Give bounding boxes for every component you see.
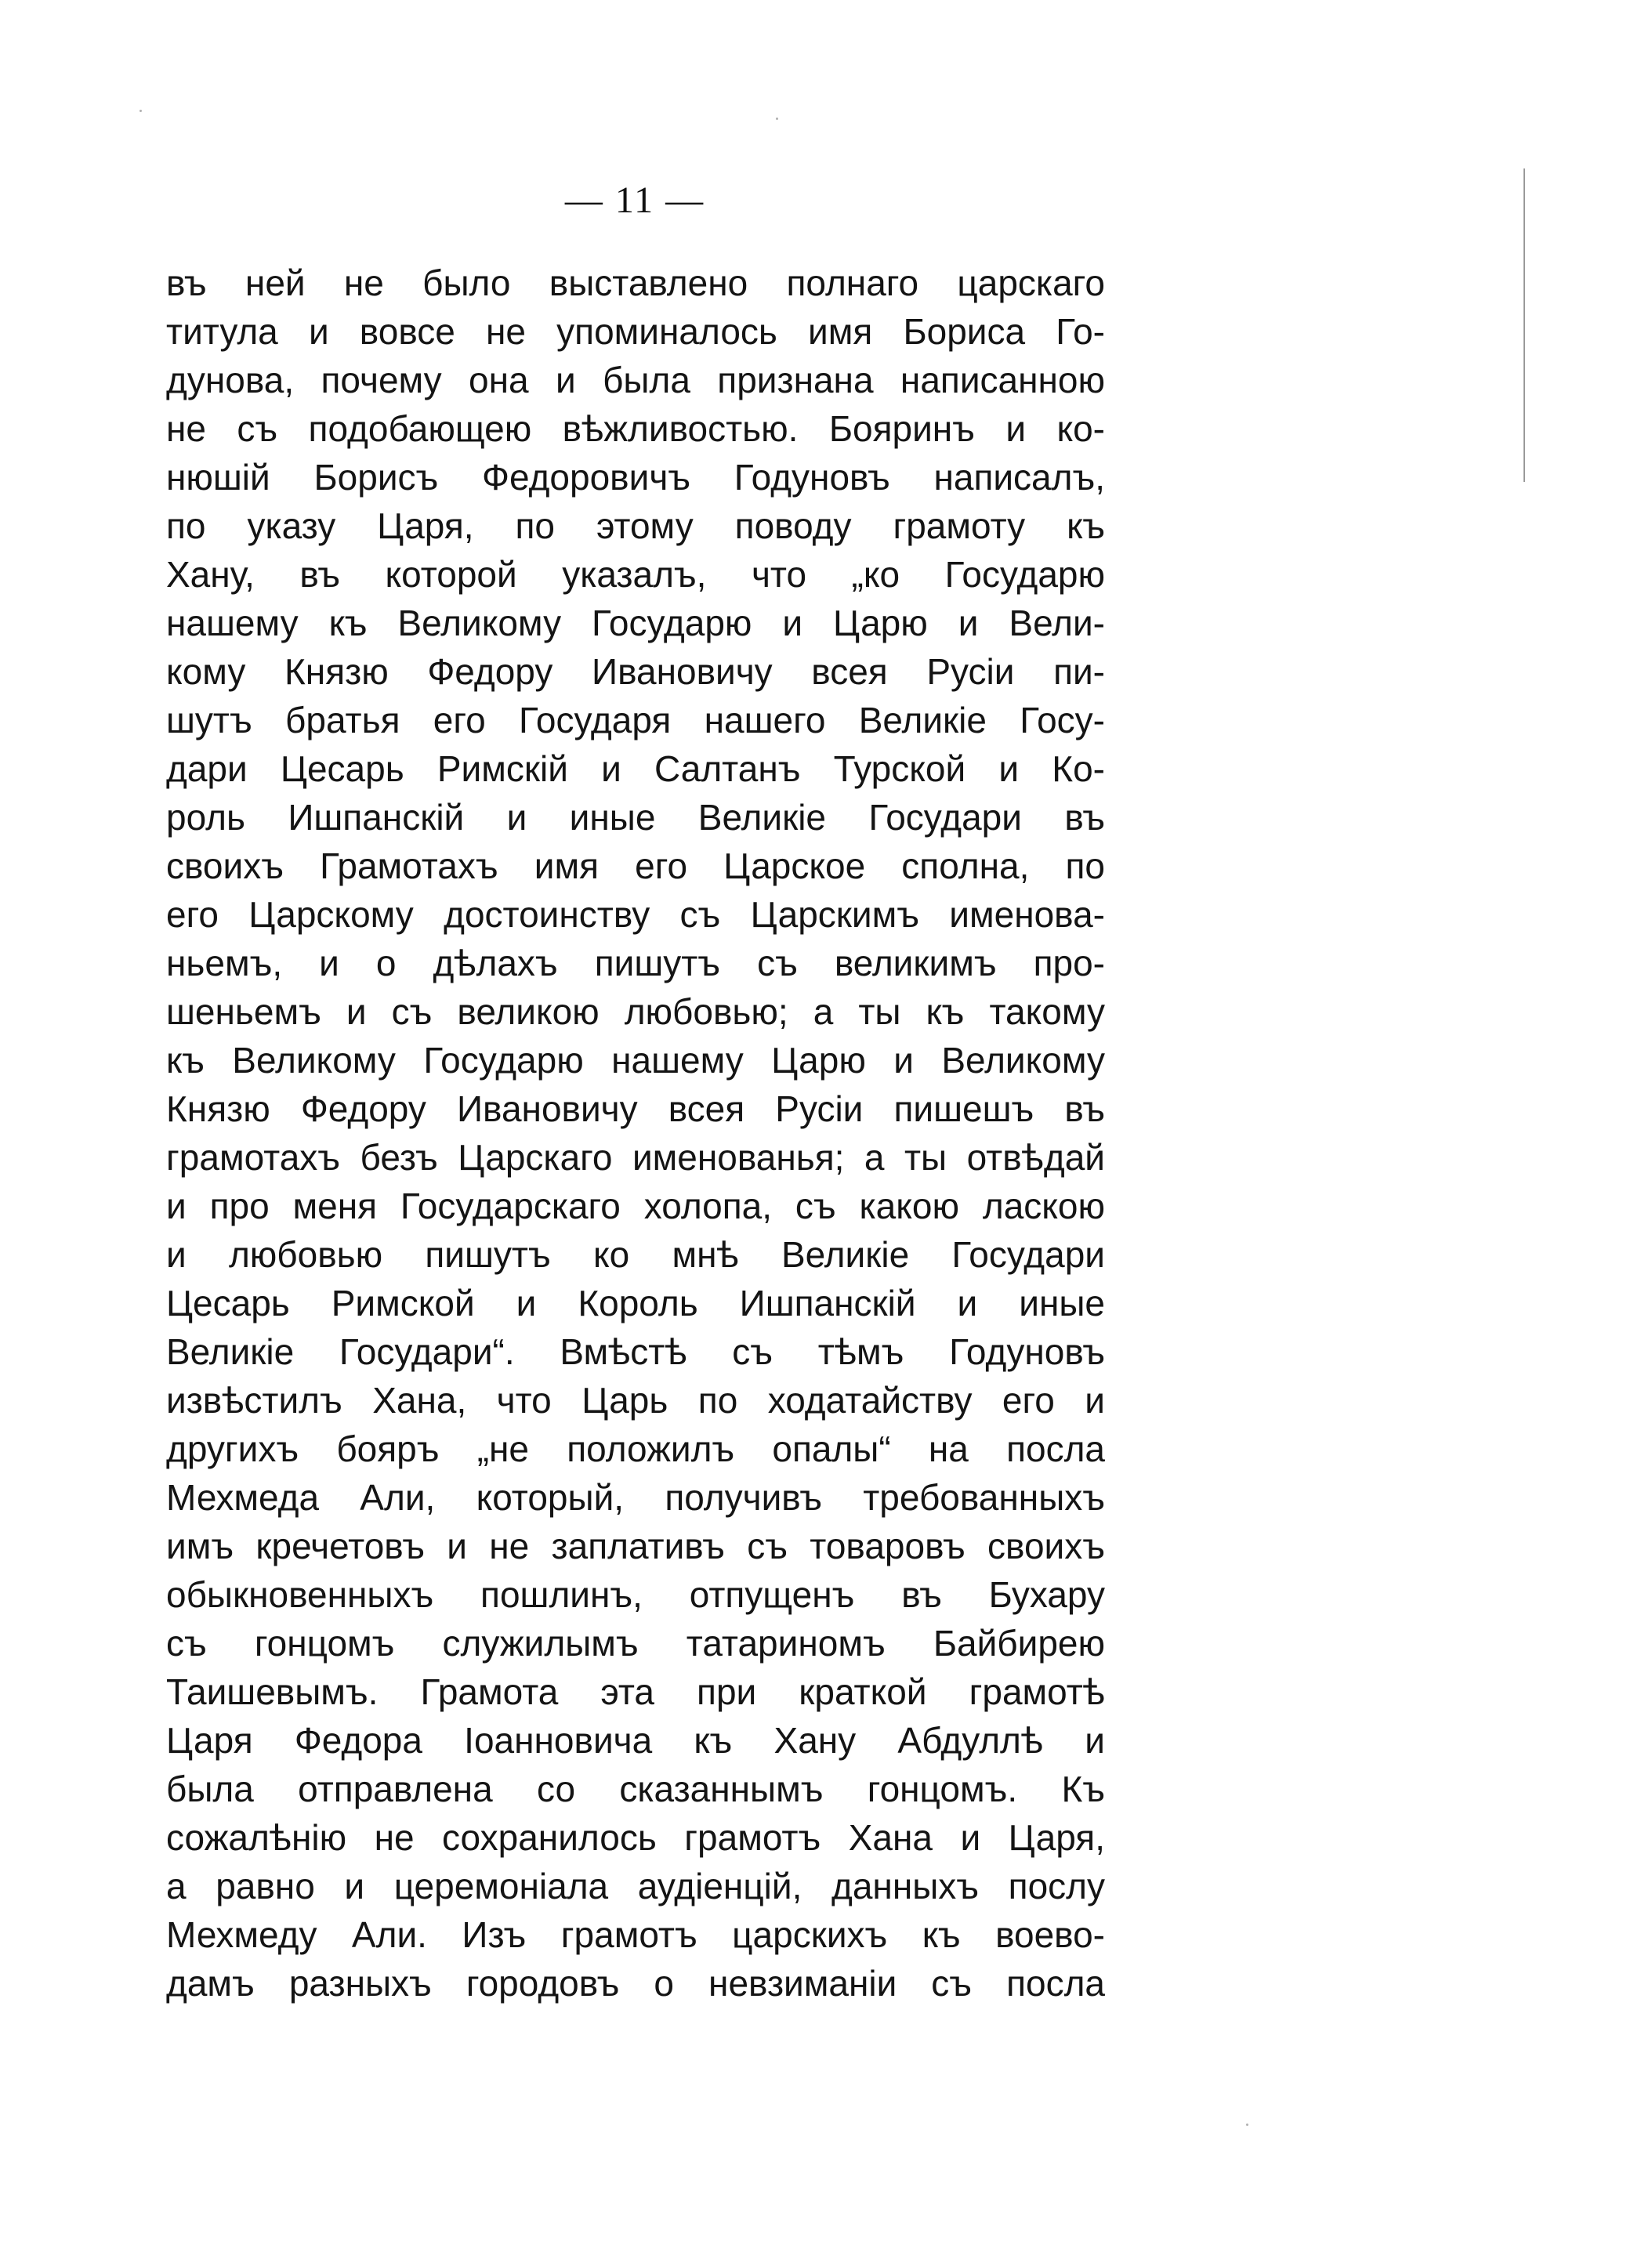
text-line: его Царскому достоинству съ Царскимъ именова- — [166, 894, 1105, 935]
text-line: Цесарь Римской и Король Ишпанскій и иные — [166, 1283, 1105, 1323]
text-line: Хану, въ которой указалъ, что „ко Государю — [166, 554, 1105, 595]
text-line: Великіе Государи“. Вмѣстѣ съ тѣмъ Годуновъ — [166, 1331, 1105, 1372]
text-line: Мехмеду Али. Изъ грамотъ царскихъ къ воево- — [166, 1914, 1105, 1955]
text-line: извѣстилъ Хана, что Царь по ходатайству его и — [166, 1380, 1105, 1421]
text-line: титула и вовсе не упоминалось имя Бориса Го- — [166, 311, 1105, 352]
text-line: а равно и церемоніала аудіенцій, данныхъ послу — [166, 1866, 1105, 1906]
text-line: въ ней не было выставлено полнаго царскаго — [166, 263, 1105, 303]
text-line: къ Великому Государю нашему Царю и Великому — [166, 1040, 1105, 1081]
text-line: и любовью пишутъ ко мнѣ Великіе Государи — [166, 1234, 1105, 1275]
text-line: Князю Федору Ивановичу всея Русіи пишешъ въ — [166, 1088, 1105, 1129]
text-line: по указу Царя, по этому поводу грамоту къ — [166, 505, 1105, 546]
text-line: Таишевымъ. Грамота эта при краткой грамотѣ — [166, 1671, 1105, 1712]
scan-speck — [139, 110, 142, 112]
text-line: обыкновенныхъ пошлинъ, отпущенъ въ Бухару — [166, 1574, 1105, 1615]
text-line: съ гонцомъ служилымъ татариномъ Байбирею — [166, 1623, 1105, 1664]
text-line: и про меня Государскаго холопа, съ какою ласкою — [166, 1186, 1105, 1226]
text-line: сожалѣнію не сохранилось грамотъ Хана и Царя, — [166, 1817, 1105, 1858]
text-line: грамотахъ безъ Царскаго именованья; а ты отвѣдай — [166, 1137, 1105, 1178]
text-line: кому Князю Федору Ивановичу всея Русіи пи- — [166, 651, 1105, 692]
text-line: имъ кречетовъ и не заплативъ съ товаровъ своихъ — [166, 1526, 1105, 1566]
text-line: была отправлена со сказаннымъ гонцомъ. Къ — [166, 1769, 1105, 1809]
text-line: шутъ братья его Государя нашего Великіе Госу- — [166, 700, 1105, 740]
scan-edge-mark — [1523, 168, 1525, 482]
text-line: дари Цесарь Римскій и Салтанъ Турской и Ко- — [166, 748, 1105, 789]
text-line: дунова, почему она и была признана написанною — [166, 360, 1105, 400]
text-line: нашему къ Великому Государю и Царю и Вели- — [166, 603, 1105, 643]
text-line: своихъ Грамотахъ имя его Царское сполна, по — [166, 845, 1105, 886]
text-line: другихъ бояръ „не положилъ опалы“ на посла — [166, 1428, 1105, 1469]
text-line: роль Ишпанскій и иные Великіе Государи въ — [166, 797, 1105, 838]
scan-speck — [1246, 2124, 1248, 2126]
text-line: дамъ разныхъ городовъ о невзиманіи съ посла — [166, 1963, 1105, 2004]
text-line: ньемъ, и о дѣлахъ пишутъ съ великимъ про- — [166, 943, 1105, 983]
text-line: Мехмеда Али, который, получивъ требованныхъ — [166, 1477, 1105, 1518]
body-text — [166, 259, 1105, 2008]
text-line: не съ подобающею вѣжливостью. Бояринъ и ко- — [166, 408, 1105, 449]
text-line: Царя Федора Іоанновича къ Хану Абдуллѣ и — [166, 1720, 1105, 1761]
page-number: — 11 — — [564, 179, 705, 221]
scan-speck — [776, 118, 778, 120]
text-line: нюшій Борисъ Федоровичъ Годуновъ написалъ, — [166, 457, 1105, 498]
text-line: шеньемъ и съ великою любовью; а ты къ такому — [166, 991, 1105, 1032]
